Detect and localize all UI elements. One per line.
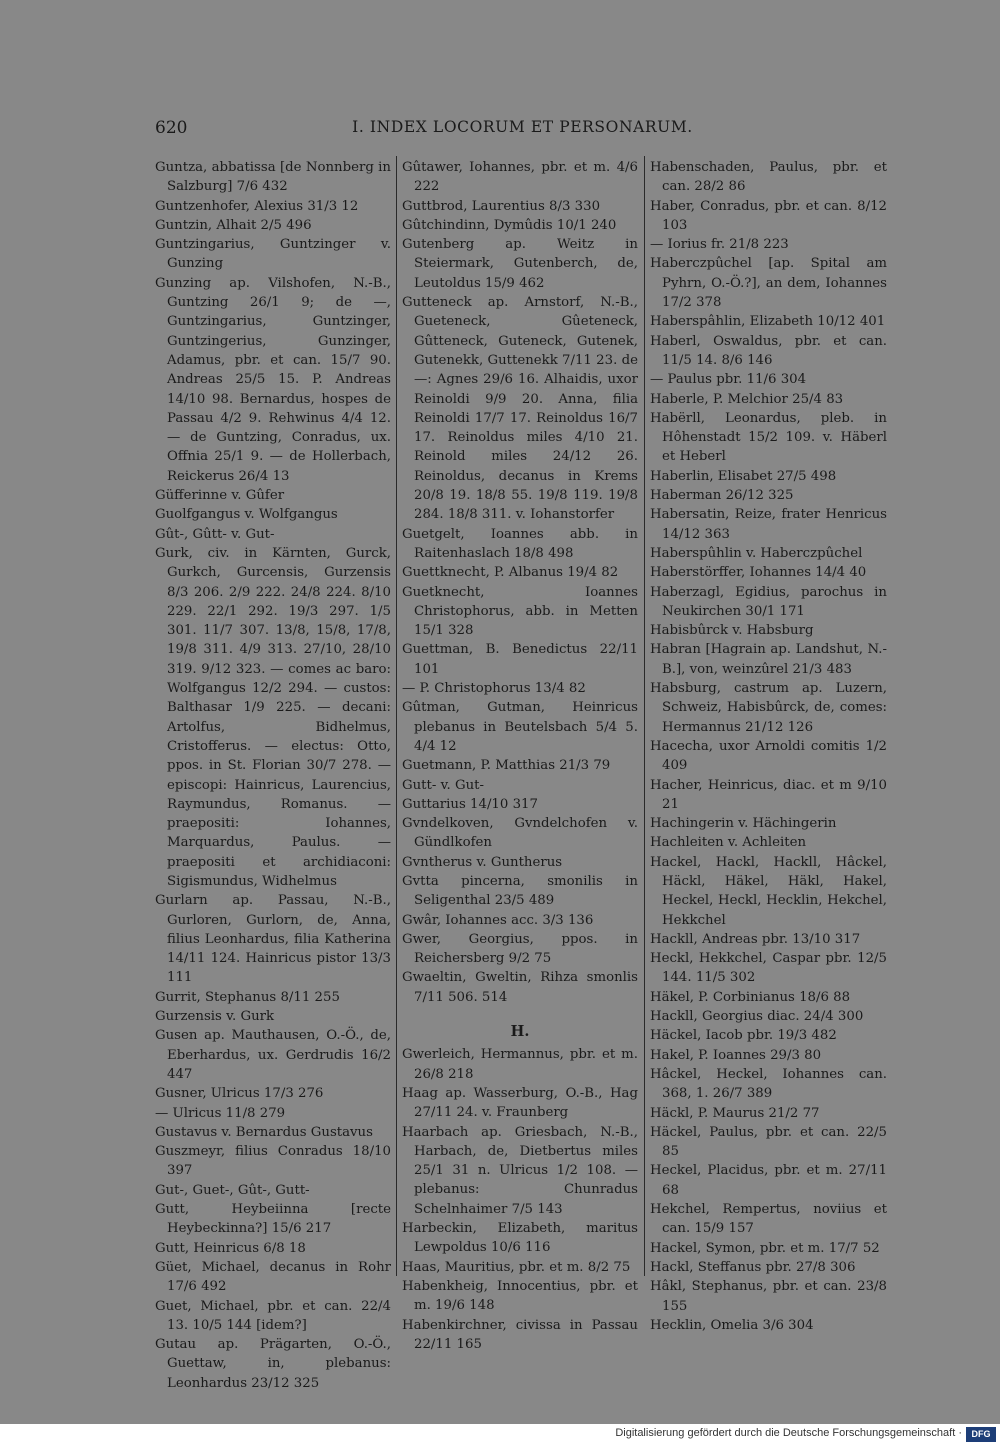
index-entry: Hekchel, Rempertus, noviius et can. 15/9 157 <box>650 1202 887 1237</box>
index-entry: — Paulus pbr. 11/6 304 <box>650 372 807 388</box>
index-entry: Häckel, Paulus, pbr. et can. 22/5 85 <box>650 1124 887 1160</box>
index-entry: Hecklin, Omelia 3/6 304 <box>650 1317 814 1333</box>
index-entry: Güfferinne v. Gûfer <box>155 488 285 504</box>
index-entry: Guettman, B. Benedictus 22/11 101 <box>402 642 638 677</box>
index-entry: Guszmeyr, filius Conradus 18/10 397 <box>155 1144 391 1179</box>
index-entry: Haarbach ap. Griesbach, N.-B., Harbach, de, Dietbertus miles 25/1 31 n. Ulricus 1/2 108. — plebanus: Chunradus Schelnhaimer 7/5 143 <box>402 1124 638 1217</box>
index-entry: Güet, Michael, decanus in Rohr 17/6 492 <box>155 1259 391 1295</box>
index-entry: Gurrit, Stephanus 8/11 255 <box>155 989 340 1005</box>
index-entry: — Iorius fr. 21/8 223 <box>650 237 789 253</box>
index-entry: Haber, Conradus, pbr. et can. 8/12 103 <box>650 198 887 233</box>
index-entry: Guttbrod, Laurentius 8/3 330 <box>402 198 601 214</box>
index-entry: Gwaeltin, Gweltin, Rihza smonlis 7/11 506. 514 <box>402 970 638 1005</box>
index-entry: Guettknecht, P. Albanus 19/4 82 <box>402 565 619 581</box>
index-entry: Häkel, P. Corbinianus 18/6 88 <box>650 989 851 1005</box>
index-entry: Haberspûhlin v. Haberczpûchel <box>650 545 863 561</box>
index-entry: Heckel, Placidus, pbr. et m. 27/11 68 <box>650 1163 887 1198</box>
index-entry: Gûtawer, Iohannes, pbr. et m. 4/6 222 <box>402 160 638 195</box>
index-entry: Haberzagl, Egidius, parochus in Neukirchen 30/1 171 <box>650 584 887 619</box>
index-entry: Gwer, Georgius, ppos. in Reichersberg 9/2 75 <box>402 931 638 967</box>
index-entry: Guetmann, P. Matthias 21/3 79 <box>402 758 611 774</box>
index-entry: Gutt, Heinricus 6/8 18 <box>155 1240 306 1256</box>
index-entry: Gusner, Ulricus 17/3 276 <box>155 1086 324 1102</box>
page-number: 620 <box>155 118 188 138</box>
index-entry: Haberlin, Elisabet 27/5 498 <box>650 468 837 484</box>
index-entry: Habran [Hagrain ap. Landshut, N.-B.], von, weinzûrel 21/3 483 <box>650 642 887 677</box>
index-entry: Hackel, Hackl, Hackll, Hâckel, Häckl, Häkel, Häkl, Hakel, Heckel, Heckl, Hecklin, Hekchel, Hekkchel <box>650 854 887 928</box>
column-divider <box>396 156 397 1276</box>
index-entry: Habersatin, Reize, frater Henricus 14/12 363 <box>650 507 887 542</box>
index-entry: Guet, Michael, pbr. et can. 22/4 13. 10/5 144 [idem?] <box>155 1298 391 1333</box>
index-entry: Guolfgangus v. Wolfgangus <box>155 507 338 523</box>
index-column-3 <box>650 158 887 1335</box>
index-entry: Guntzenhofer, Alexius 31/3 12 <box>155 198 359 214</box>
index-entry: Harbeckin, Elizabeth, maritus Lewpoldus 10/6 116 <box>402 1221 638 1256</box>
index-entry: Gutt- v. Gut- <box>402 777 485 793</box>
index-entry: Guetgelt, Ioannes abb. in Raitenhaslach 18/8 498 <box>402 526 638 561</box>
index-entry: Gutt, Heybeiinna [recte Heybeckinna?] 15/6 217 <box>155 1202 391 1237</box>
section-heading: H. <box>510 1023 530 1041</box>
index-entry: Häckel, Iacob pbr. 19/3 482 <box>650 1028 837 1044</box>
index-entry: Hackl, Steffanus pbr. 27/8 306 <box>650 1259 856 1275</box>
index-entry: Haberczpûchel [ap. Spital am Pyhrn, O.-Ö.?], an dem, Iohannes 17/2 378 <box>650 256 887 311</box>
index-entry: Gwerleich, Hermannus, pbr. et m. 26/8 218 <box>402 1047 638 1082</box>
index-entry: Habsburg, castrum ap. Luzern, Schweiz, Habisbûrck, de, comes: Hermannus 21/12 126 <box>650 681 887 735</box>
index-entry: Gurlarn ap. Passau, N.-B., Gurloren, Gurlorn, de, Anna, filius Leonhardus, filia Katherina 14/11 124. Hainricus pistor 13/3 111 <box>155 893 391 986</box>
index-entry: Gûtman, Gutman, Heinricus plebanus in Beutelsbach 5/4 5. 4/4 12 <box>402 700 638 754</box>
index-entry: Haberman 26/12 325 <box>650 488 794 504</box>
index-entry: Gwâr, Iohannes acc. 3/3 136 <box>402 912 594 928</box>
index-entry: Häckl, P. Maurus 21/2 77 <box>650 1105 820 1121</box>
index-entry: Haberstörffer, Iohannes 14/4 40 <box>650 565 867 581</box>
index-entry: Haberl, Oswaldus, pbr. et can. 11/5 14. 8/6 146 <box>650 333 887 368</box>
index-entry: Guetknecht, Ioannes Christophorus, abb. in Metten 15/1 328 <box>402 584 638 639</box>
index-entry: — P. Christophorus 13/4 82 <box>402 681 586 697</box>
index-entry: Habisbûrck v. Habsburg <box>650 623 814 639</box>
index-entry: Haag ap. Wasserburg, O.-B., Hag 27/11 24. v. Fraunberg <box>402 1085 638 1121</box>
index-entry: Hackel, Symon, pbr. et m. 17/7 52 <box>650 1240 880 1256</box>
index-entry: Gutteneck ap. Arnstorf, N.-B., Gueteneck, Gûeteneck, Gûtteneck, Guteneck, Gutenek, Gutenekk, Guttenekk 7/11 23. de —: Agnes 29/6 16. Alhaidis, uxor Reinoldi 9/9 20. Anna, filia Reinoldi 17/7 17. Reinoldus 16/7 17. Reinoldus miles 4/10 21. Reinold miles 24/12 26. Reinoldus, decanus in Krems 20/8 19. 18/8 55. 19/8 119. 19/8 284. 18/8 311. v. Iohanstorfer <box>402 295 638 523</box>
index-entry: Hachingerin v. Hächingerin <box>650 816 837 832</box>
index-entry: Haberspâhlin, Elizabeth 10/12 401 <box>650 314 886 330</box>
index-entry: Guntzingarius, Guntzinger v. Gunzing <box>155 237 391 272</box>
index-entry: Habenkirchner, civissa in Passau 22/11 165 <box>402 1317 638 1352</box>
index-entry: Hâkl, Stephanus, pbr. et can. 23/8 155 <box>650 1279 887 1314</box>
index-entry: Gutenberg ap. Weitz in Steiermark, Gutenberch, de, Leutoldus 15/9 462 <box>402 237 638 291</box>
footer-credit: Digitalisierung gefördert durch die Deutsche Forschungsgemeinschaft · <box>615 1427 962 1439</box>
index-entry: Guttarius 14/10 317 <box>402 796 538 812</box>
index-entry: Hackll, Georgius diac. 24/4 300 <box>650 1009 864 1025</box>
index-entry: Gvntherus v. Guntherus <box>402 854 563 870</box>
dfg-logo: DFG <box>966 1427 996 1442</box>
index-entry: Habenkheig, Innocentius, pbr. et m. 19/6 148 <box>402 1278 638 1314</box>
index-entry: Guntza, abbatissa [de Nonnberg in Salzburg] 7/6 432 <box>155 160 391 195</box>
index-entry: Haberle, P. Melchior 25/4 83 <box>650 391 844 407</box>
index-entry: Hackll, Andreas pbr. 13/10 317 <box>650 931 861 947</box>
index-entry: Heckl, Hekkchel, Caspar pbr. 12/5 144. 11/5 302 <box>650 951 887 986</box>
index-entry: Habenschaden, Paulus, pbr. et can. 28/2 86 <box>650 160 887 195</box>
index-entry: Gutau ap. Prägarten, O.-Ö., Guettaw, in, plebanus: Leonhardus 23/12 325 <box>155 1337 391 1391</box>
index-entry: Gvndelkoven, Gvndelchofen v. Gündlkofen <box>402 816 638 851</box>
index-entry: Gut-, Guet-, Gût-, Gutt- <box>155 1182 310 1198</box>
index-entry: Habërll, Leonardus, pleb. in Hôhenstadt 15/2 109. v. Häberl et Heberl <box>650 410 887 465</box>
index-entry: Hakel, P. Ioannes 29/3 80 <box>650 1047 822 1063</box>
index-entry: Gurk, civ. in Kärnten, Gurck, Gurkch, Gurcensis, Gurzensis 8/3 206. 2/9 222. 24/8 224. 8/10 229. 22/1 292. 19/3 297. 1/5 301. 11/7 307. 13/8, 15/8, 17/8, 19/8 311. 4/9 313. 27/10, 28/10 319. 9/12 323. — comes ac baro: Wolfgangus 12/2 294. — custos: Balthasar 1/9 225. — decani: Artolfus, Bidhelmus, Cristofferus. — electus: Otto, ppos. in St. Florian 30/7 278. — episcopi: Hainricus, Laurencius, Raymundus, Romanus. — praepositi: Iohannes, Marquardus, Paulus. — praepositi et archidiaconi: Sigismundus, Widhelmus <box>155 545 391 889</box>
index-entry: Gurzensis v. Gurk <box>155 1009 275 1025</box>
index-column-1 <box>155 158 391 1393</box>
index-entry: Hachleiten v. Achleiten <box>650 835 807 851</box>
index-entry: Hâckel, Heckel, Iohannes can. 368, 1. 26/7 389 <box>650 1066 887 1102</box>
index-column-2 <box>402 158 638 1354</box>
column-divider <box>644 156 645 1276</box>
index-entry: Gût-, Gûtt- v. Gut- <box>155 526 275 542</box>
page-header <box>155 118 890 142</box>
index-entry: Hacecha, uxor Arnoldi comitis 1/2 409 <box>650 738 887 774</box>
index-entry: Haas, Mauritius, pbr. et m. 8/2 75 <box>402 1259 631 1275</box>
index-entry: Gustavus v. Bernardus Gustavus <box>155 1124 373 1140</box>
index-entry: Guntzin, Alhait 2/5 496 <box>155 217 312 233</box>
index-entry: Gvtta pincerna, smonilis in Seligenthal 23/5 489 <box>402 873 638 909</box>
index-entry: Hacher, Heinricus, diac. et m 9/10 21 <box>650 777 887 812</box>
running-title: I. INDEX LOCORUM ET PERSONARUM. <box>352 118 693 136</box>
index-entry: Gusen ap. Mauthausen, O.-Ö., de, Eberhardus, ux. Gerdrudis 16/2 447 <box>155 1028 391 1082</box>
index-entry: — Ulricus 11/8 279 <box>155 1105 286 1121</box>
index-entry: Gûtchindinn, Dymûdis 10/1 240 <box>402 217 617 233</box>
index-entry: Gunzing ap. Vilshofen, N.-B., Guntzing 26/1 9; de —, Guntzingarius, Guntzinger, Guntzingerius, Gunzinger, Adamus, pbr. et can. 15/7 90. Andreas 25/5 15. P. Andreas 14/10 98. Bernardus, hospes de Passau 4/2 9. Rehwinus 4/4 12. — de Guntzing, Conradus, ux. Offnia 25/1 9. — de Hollerbach, Reickerus 26/4 13 <box>155 275 391 484</box>
footer-bar <box>0 1424 1000 1446</box>
